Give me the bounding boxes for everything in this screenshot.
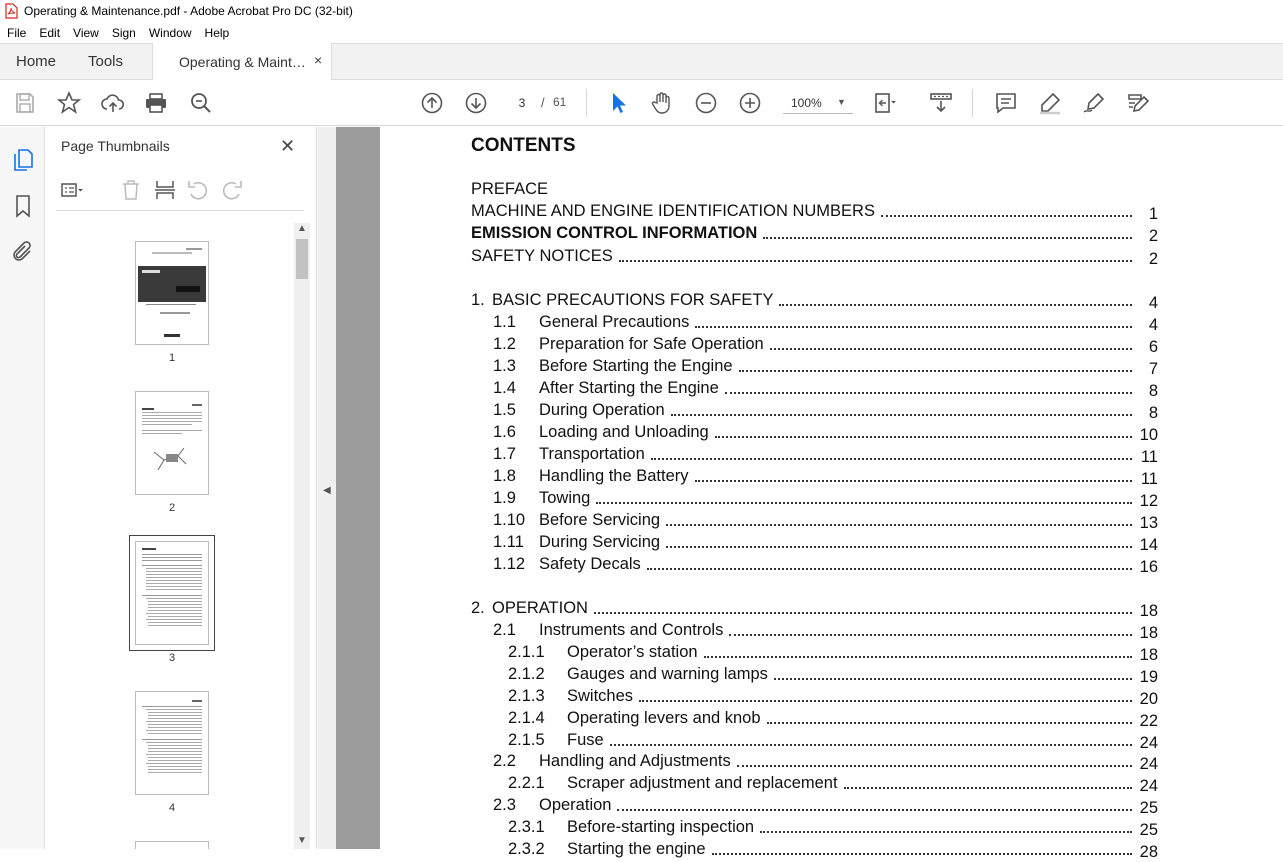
toc-entry-page: 18 bbox=[1139, 646, 1158, 664]
page-number-input[interactable] bbox=[508, 92, 536, 114]
toc-leader-dots bbox=[774, 678, 1132, 680]
page-thumbnail[interactable] bbox=[135, 241, 209, 345]
window-title: Operating & Maintenance.pdf - Adobe Acrobat Pro DC (32-bit) bbox=[24, 4, 353, 18]
tab-strip bbox=[0, 43, 1283, 80]
toc-entry[interactable] bbox=[380, 224, 1283, 244]
scroll-mode-icon[interactable] bbox=[929, 91, 953, 115]
toc-entry[interactable] bbox=[380, 180, 1283, 200]
acrobat-pdf-icon bbox=[5, 4, 17, 18]
toc-entry-page: 6 bbox=[1148, 338, 1158, 356]
next-page-icon[interactable] bbox=[464, 91, 488, 115]
thumbnail-page-number: 4 bbox=[168, 802, 176, 814]
toc-entry-page: 8 bbox=[1148, 382, 1158, 400]
toc-leader-dots bbox=[639, 700, 1132, 702]
toc-entry-number: 2.1.3 bbox=[508, 687, 545, 705]
toc-entry-number: 1.3 bbox=[493, 357, 516, 375]
toc-entry-page: 25 bbox=[1139, 821, 1158, 839]
toc-entry[interactable] bbox=[380, 313, 1283, 333]
upload-cloud-icon[interactable] bbox=[101, 91, 125, 115]
toc-entry-title: Gauges and warning lamps bbox=[567, 665, 768, 683]
toc-entry-page: 2 bbox=[1148, 227, 1158, 245]
toc-entry-page: 24 bbox=[1139, 777, 1158, 795]
toc-leader-dots bbox=[767, 722, 1132, 724]
scroll-down-icon[interactable]: ▼ bbox=[297, 835, 307, 846]
zoom-out-icon[interactable] bbox=[694, 91, 718, 115]
toc-leader-dots bbox=[666, 524, 1132, 526]
rotate-left-icon[interactable] bbox=[186, 178, 210, 202]
toc-entry[interactable] bbox=[380, 687, 1283, 707]
toc-entry-page: 20 bbox=[1139, 690, 1158, 708]
toc-entry-number: 1. bbox=[471, 291, 485, 309]
toc-entry-title: Before Starting the Engine bbox=[539, 357, 733, 375]
toc-entry-number: 1.5 bbox=[493, 401, 516, 419]
toc-entry-page: 4 bbox=[1148, 294, 1158, 312]
toc-entry[interactable] bbox=[380, 533, 1283, 553]
hand-tool-icon[interactable] bbox=[650, 91, 674, 115]
thumbnail-tools bbox=[56, 175, 304, 211]
toc-entry[interactable] bbox=[380, 489, 1283, 509]
attachments-paperclip-icon[interactable] bbox=[11, 240, 35, 264]
toc-entry-page: 19 bbox=[1139, 668, 1158, 686]
bookmarks-icon[interactable] bbox=[11, 194, 35, 218]
total-pages: 61 bbox=[553, 95, 567, 109]
tab-close-icon[interactable]: × bbox=[314, 52, 323, 68]
pdf-page bbox=[380, 127, 1283, 861]
toc-leader-dots bbox=[671, 414, 1132, 416]
toc-entry-title: Before Servicing bbox=[539, 511, 661, 529]
toc-entry-title: Operating levers and knob bbox=[567, 709, 761, 727]
tab-document[interactable] bbox=[152, 43, 332, 81]
select-cursor-icon[interactable] bbox=[606, 91, 630, 115]
toc-entry[interactable] bbox=[380, 818, 1283, 838]
toc-entry-number: 1.8 bbox=[493, 467, 516, 485]
thumbnail-page-number: 3 bbox=[168, 652, 176, 664]
scroll-up-icon[interactable]: ▲ bbox=[297, 223, 307, 234]
toc-entry-number: 2.3 bbox=[493, 796, 516, 814]
toc-entry-page: 22 bbox=[1139, 712, 1158, 730]
toc-leader-dots bbox=[704, 656, 1132, 658]
toc-entry-title: Preparation for Safe Operation bbox=[539, 335, 764, 353]
menu-file[interactable]: File bbox=[7, 25, 27, 40]
toc-entry-page: 25 bbox=[1139, 799, 1158, 817]
toc-entry[interactable] bbox=[380, 555, 1283, 575]
menu-sign[interactable]: Sign bbox=[111, 25, 136, 40]
toc-entry-page: 11 bbox=[1140, 448, 1158, 466]
close-panel-icon[interactable]: ✕ bbox=[280, 136, 296, 156]
toc-entry-page: 13 bbox=[1139, 514, 1158, 532]
toc-entry-page: 18 bbox=[1139, 602, 1158, 620]
toc-entry-title: Before-starting inspection bbox=[567, 818, 755, 836]
toc-entry-page: 8 bbox=[1148, 404, 1158, 422]
toc-leader-dots bbox=[770, 348, 1132, 350]
zoom-value: 100% bbox=[791, 96, 822, 110]
toc-entry-title: Towing bbox=[539, 489, 591, 507]
toc-leader-dots bbox=[737, 765, 1132, 767]
toolbar-divider bbox=[586, 89, 587, 117]
highlight-pen-icon[interactable] bbox=[1038, 91, 1062, 115]
toc-entry-title: During Servicing bbox=[539, 533, 661, 551]
toc-entry-page: 11 bbox=[1140, 470, 1158, 488]
toc-entry-number: 2. bbox=[471, 599, 485, 617]
toc-entry-number: 2.2.1 bbox=[508, 774, 545, 792]
toc-leader-dots bbox=[760, 831, 1132, 833]
panel-collapse-strip[interactable] bbox=[318, 127, 336, 849]
previous-page-icon[interactable] bbox=[420, 91, 444, 115]
toc-entry-number: 1.6 bbox=[493, 423, 516, 441]
toc-entry-page: 24 bbox=[1139, 734, 1158, 752]
toc-leader-dots bbox=[844, 787, 1132, 789]
toc-entry-title: BASIC PRECAUTIONS FOR SAFETY bbox=[492, 291, 774, 309]
toc-entry-number: 1.4 bbox=[493, 379, 516, 397]
toc-entry-number: 2.3.2 bbox=[508, 840, 545, 858]
toc-entry[interactable] bbox=[380, 445, 1283, 465]
toc-entry-title: Instruments and Controls bbox=[539, 621, 724, 639]
zoom-in-icon[interactable] bbox=[738, 91, 762, 115]
scrollbar-thumb[interactable] bbox=[296, 239, 308, 279]
toc-entry-title: PREFACE bbox=[471, 180, 549, 198]
toc-entry[interactable] bbox=[380, 796, 1283, 816]
page-thumbnail[interactable] bbox=[135, 841, 209, 849]
thumbnail-page-number: 1 bbox=[168, 352, 176, 364]
toc-entry[interactable] bbox=[380, 247, 1283, 267]
thumbnail-page-number: 2 bbox=[168, 502, 176, 514]
toc-entry[interactable] bbox=[380, 357, 1283, 377]
toc-entry-number: 1.11 bbox=[493, 533, 524, 551]
toc-entry[interactable] bbox=[380, 731, 1283, 751]
toc-entry-number: 2.3.1 bbox=[508, 818, 545, 836]
toc-entry-number: 2.2 bbox=[493, 752, 516, 770]
toc-entry-title: During Operation bbox=[539, 401, 665, 419]
table-of-contents bbox=[380, 127, 1283, 861]
toc-entry-page: 14 bbox=[1139, 536, 1158, 554]
page-thumbnail[interactable] bbox=[135, 391, 209, 495]
toc-leader-dots bbox=[666, 546, 1132, 548]
collapse-panel-icon[interactable]: ◀ bbox=[323, 485, 331, 496]
toc-leader-dots bbox=[881, 215, 1132, 217]
toc-entry[interactable] bbox=[380, 401, 1283, 421]
toc-leader-dots bbox=[739, 370, 1132, 372]
toc-entry-title: Scraper adjustment and replacement bbox=[567, 774, 838, 792]
toc-entry[interactable] bbox=[380, 511, 1283, 531]
toc-entry[interactable] bbox=[380, 709, 1283, 729]
toc-leader-dots bbox=[712, 853, 1132, 855]
menu-view[interactable]: View bbox=[73, 25, 99, 40]
toc-entry[interactable] bbox=[380, 774, 1283, 794]
menu-bar bbox=[0, 22, 1283, 43]
toc-heading: CONTENTS bbox=[471, 135, 576, 156]
toc-entry-number: 2.1 bbox=[493, 621, 516, 639]
fill-sign-icon[interactable] bbox=[1126, 91, 1150, 115]
toc-entry-page: 1 bbox=[1148, 205, 1158, 223]
toc-leader-dots bbox=[695, 326, 1132, 328]
toc-entry-title: EMISSION CONTROL INFORMATION bbox=[471, 224, 758, 242]
toc-entry-title: Switches bbox=[567, 687, 634, 705]
toc-entry-number: 1.2 bbox=[493, 335, 516, 353]
toc-entry-title: Transportation bbox=[539, 445, 645, 463]
toc-entry-title: SAFETY NOTICES bbox=[471, 247, 613, 265]
toc-entry-number: 1.10 bbox=[493, 511, 526, 529]
toc-leader-dots bbox=[651, 458, 1132, 460]
toc-entry-page: 7 bbox=[1148, 360, 1158, 378]
page-thumbnail[interactable] bbox=[135, 541, 209, 645]
toc-entry-title: Operation bbox=[539, 796, 612, 814]
toc-entry-title: Handling the Battery bbox=[539, 467, 689, 485]
toc-entry[interactable] bbox=[380, 643, 1283, 663]
toc-leader-dots bbox=[647, 568, 1132, 570]
menu-window[interactable]: Window bbox=[148, 25, 192, 40]
chevron-down-icon: ▼ bbox=[837, 97, 846, 107]
toc-entry[interactable] bbox=[380, 752, 1283, 772]
tab-home[interactable]: Home bbox=[16, 53, 57, 70]
menu-edit[interactable]: Edit bbox=[39, 25, 61, 40]
save-icon[interactable] bbox=[13, 91, 37, 115]
toc-leader-dots bbox=[695, 480, 1132, 482]
toc-leader-dots bbox=[729, 634, 1132, 636]
toc-entry-title: MACHINE AND ENGINE IDENTIFICATION NUMBERS bbox=[471, 202, 875, 220]
panel-title: Page Thumbnails bbox=[61, 138, 170, 154]
toc-leader-dots bbox=[763, 237, 1132, 239]
tab-document-label: Operating & Maint… bbox=[179, 54, 306, 70]
toc-entry-number: 1.1 bbox=[493, 313, 516, 331]
toc-entry-title: Loading and Unloading bbox=[539, 423, 709, 441]
toc-entry[interactable] bbox=[380, 621, 1283, 641]
thumbnails-scrollbar[interactable] bbox=[294, 223, 310, 849]
toc-entry-number: 2.1.1 bbox=[508, 643, 545, 661]
toc-entry-title: OPERATION bbox=[492, 599, 588, 617]
extract-page-icon[interactable] bbox=[153, 178, 177, 202]
toc-entry-page: 2 bbox=[1148, 250, 1158, 268]
toc-entry[interactable] bbox=[380, 291, 1283, 311]
toc-entry-number: 1.7 bbox=[493, 445, 516, 463]
toc-entry-page: 24 bbox=[1139, 755, 1158, 773]
page-thumbnails-icon[interactable] bbox=[11, 148, 35, 172]
sign-pen-icon[interactable] bbox=[1082, 91, 1106, 115]
toc-entry-number: 1.9 bbox=[493, 489, 516, 507]
toc-leader-dots bbox=[715, 436, 1132, 438]
toc-entry-page: 4 bbox=[1148, 316, 1158, 334]
toc-entry[interactable] bbox=[380, 467, 1283, 487]
toc-entry-title: Fuse bbox=[567, 731, 604, 749]
toc-entry[interactable] bbox=[380, 599, 1283, 619]
page-separator: / bbox=[541, 95, 545, 110]
navigation-rail bbox=[0, 127, 45, 849]
page-thumbnail[interactable] bbox=[135, 691, 209, 795]
toc-leader-dots bbox=[725, 392, 1132, 394]
comment-icon[interactable] bbox=[994, 91, 1018, 115]
zoom-search-icon[interactable] bbox=[189, 91, 213, 115]
tab-tools[interactable]: Tools bbox=[88, 53, 124, 70]
toolbar-divider bbox=[972, 89, 973, 117]
toc-entry-page: 28 bbox=[1139, 843, 1158, 861]
page-thumbnails-panel bbox=[46, 127, 317, 849]
toc-leader-dots bbox=[594, 612, 1132, 614]
toc-leader-dots bbox=[596, 502, 1132, 504]
toc-entry-title: After Starting the Engine bbox=[539, 379, 719, 397]
toc-entry-page: 12 bbox=[1139, 492, 1158, 510]
toc-entry[interactable] bbox=[380, 202, 1283, 222]
toc-entry-title: Safety Decals bbox=[539, 555, 641, 573]
toc-entry-page: 10 bbox=[1139, 426, 1158, 444]
toc-entry-title: Handling and Adjustments bbox=[539, 752, 731, 770]
toc-leader-dots bbox=[617, 809, 1132, 811]
toc-entry[interactable] bbox=[380, 335, 1283, 355]
print-icon[interactable] bbox=[144, 91, 168, 115]
toc-entry-title: General Precautions bbox=[539, 313, 690, 331]
page-fit-icon[interactable] bbox=[873, 91, 897, 115]
toc-entry-number: 2.1.4 bbox=[508, 709, 545, 727]
bookmark-star-icon[interactable] bbox=[57, 91, 81, 115]
title-bar bbox=[0, 0, 1283, 22]
rotate-right-icon[interactable] bbox=[220, 178, 244, 202]
toc-leader-dots bbox=[779, 304, 1132, 306]
toc-entry-number: 2.1.2 bbox=[508, 665, 545, 683]
thumbnail-options-icon[interactable] bbox=[60, 178, 84, 202]
toc-entry[interactable] bbox=[380, 423, 1283, 443]
delete-page-icon[interactable] bbox=[119, 178, 143, 202]
toc-leader-dots bbox=[610, 744, 1132, 746]
toc-entry[interactable] bbox=[380, 665, 1283, 685]
toc-entry-number: 2.1.5 bbox=[508, 731, 545, 749]
toc-entry-title: Starting the engine bbox=[567, 840, 706, 858]
toc-entry[interactable] bbox=[380, 379, 1283, 399]
toc-entry-page: 16 bbox=[1139, 558, 1158, 576]
toc-entry-page: 18 bbox=[1139, 624, 1158, 642]
main-toolbar bbox=[0, 80, 1283, 126]
zoom-dropdown[interactable] bbox=[783, 92, 853, 114]
menu-help[interactable]: Help bbox=[204, 25, 230, 40]
toc-leader-dots bbox=[619, 260, 1132, 262]
toc-entry-title: Operator’s station bbox=[567, 643, 698, 661]
toc-entry[interactable] bbox=[380, 840, 1283, 860]
toc-entry-number: 1.12 bbox=[493, 555, 526, 573]
